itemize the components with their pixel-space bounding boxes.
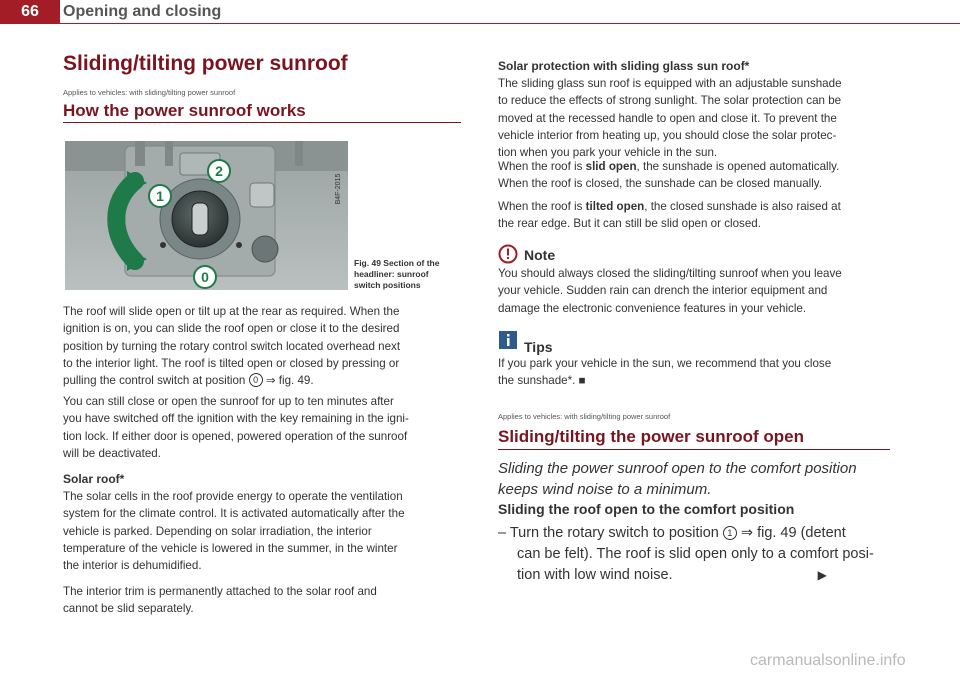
text-line: damage the electronic convenience features in your vehicle.: [498, 301, 807, 315]
info-icon: [498, 330, 518, 350]
text-line: When the roof is tilted open, the closed sunshade is also raised at: [498, 200, 841, 213]
figure-caption-line: Fig. 49 Section of the: [354, 258, 440, 268]
tips-text: [498, 355, 890, 390]
text-line: the interior is dehumidified.: [63, 559, 202, 573]
applies-note: Applies to vehicles: with sliding/tilting power sunroof: [63, 88, 236, 97]
section-title-rule: [63, 122, 461, 123]
note-text: [498, 265, 890, 317]
step-comfort-position: [498, 523, 918, 586]
text-line: cannot be slid separately.: [63, 602, 194, 616]
text-line: – Turn the rotary switch to position 1 ⇒ fig. 49 (detent: [498, 525, 846, 541]
text-line: keeps wind noise to a minimum.: [498, 481, 712, 498]
text-line: vehicle interior from heating up, you should close the solar protec-: [498, 128, 837, 142]
text-line: The solar cells in the roof provide energy to operate the ventilation: [63, 490, 403, 503]
paragraph-solar-protection: [498, 75, 890, 161]
watermark: carmanualsonline.info: [750, 652, 906, 669]
text-line: pulling the control switch at position 0 ⇒ fig. 49.: [63, 374, 314, 388]
note-heading: Note: [524, 247, 556, 263]
page-header: [0, 0, 960, 24]
section-title: How the power sunroof works: [63, 101, 306, 120]
text-line: vehicle is parked. Depending on solar irradiation, the interior: [63, 524, 372, 538]
header-rule: [60, 23, 960, 24]
figure-caption-line: switch positions: [354, 280, 421, 290]
solar-protection-heading: Solar protection with sliding glass sun roof*: [498, 59, 750, 73]
figure-code: B4F-2015: [335, 173, 342, 205]
text-line: The interior trim is permanently attached to the solar roof and: [63, 585, 377, 598]
text-line: moved at the recessed handle to open and close it. To prevent the: [498, 111, 837, 125]
chapter-title: Opening and closing: [63, 3, 222, 20]
text-line: your vehicle. Sudden rain can drench the interior equipment and: [498, 284, 828, 298]
caution-icon: [498, 244, 518, 264]
paragraph-interior-trim: [63, 583, 463, 618]
figure-caption: [354, 258, 464, 291]
text-line: system for the climate control. It is activated automatically after the: [63, 507, 405, 521]
page-number: 66: [0, 0, 60, 24]
applies-note-2: Applies to vehicles: with sliding/tilting power sunroof: [498, 412, 671, 421]
text-line: to the interior light. The roof is tilted open or closed by pressing or: [63, 356, 400, 370]
text-line: The roof will slide open or tilt up at the rear as required. When the: [63, 305, 400, 318]
text-line: You should always closed the sliding/tilting sunroof when you leave: [498, 267, 842, 280]
text-line: will be deactivated.: [63, 446, 161, 460]
lead-text: [498, 458, 918, 500]
figure-callout-0: 0: [201, 269, 209, 285]
text-line: ignition is on, you can slide the roof open or close it to the desired: [63, 322, 400, 336]
text-line: tion when you park your vehicle in the sun.: [498, 146, 718, 160]
tips-heading: Tips: [524, 339, 553, 355]
paragraph-slid-open: [498, 158, 890, 193]
text-line: You can still close or open the sunroof for up to ten minutes after: [63, 395, 394, 408]
section2-title-rule: [498, 449, 890, 450]
text-line: When the roof is closed, the sunshade can be closed manually.: [498, 177, 822, 191]
text-line: tion lock. If either door is opened, powered operation of the sunroof: [63, 429, 408, 443]
section2-title: Sliding/tilting the power sunroof open: [498, 427, 804, 446]
text-line: you have switched off the ignition with the key remaining in the igni-: [63, 412, 409, 426]
solar-roof-heading: Solar roof*: [63, 472, 125, 486]
text-line: position by turning the rotary control switch located overhead next: [63, 339, 401, 353]
text-line: If you park your vehicle in the sun, we recommend that you close: [498, 357, 832, 370]
text-line: the sunshade*. ■: [498, 374, 586, 388]
paragraph-solar-roof: [63, 488, 463, 574]
main-title: Sliding/tilting power sunroof: [63, 52, 348, 75]
paragraph-how-it-works: [63, 303, 463, 389]
figure-callout-2: 2: [215, 163, 223, 179]
sunroof-switch-figure: [65, 141, 348, 290]
position-1-symbol: 1: [723, 526, 737, 540]
paragraph-tilted-open: [498, 198, 890, 233]
text-line: can be felt). The roof is slid open only to a comfort posi-: [517, 546, 874, 562]
comfort-position-heading: Sliding the roof open to the comfort position: [498, 501, 795, 517]
text-line: to reduce the effects of strong sunlight. The solar protection can be: [498, 94, 842, 108]
paragraph-after-ignition: [63, 393, 463, 462]
text-line: temperature of the vehicle is lowered in the summer, in the winter: [63, 541, 398, 555]
figure-callout-1: 1: [156, 188, 164, 204]
text-line: When the roof is slid open, the sunshade is opened automatically.: [498, 160, 840, 173]
sunroof-switch-illustration: [65, 141, 348, 290]
text-line: Sliding the power sunroof open to the comfort position: [498, 460, 857, 477]
text-line: the rear edge. But it can still be slid open or closed.: [498, 217, 761, 231]
text-line: The sliding glass sun roof is equipped with an adjustable sunshade: [498, 77, 842, 90]
figure-caption-line: headliner: sunroof: [354, 269, 429, 279]
position-0-symbol: 0: [249, 373, 263, 387]
text-line: tion with low wind noise. ▶: [498, 565, 918, 586]
continue-arrow-icon: ▶: [817, 568, 827, 582]
